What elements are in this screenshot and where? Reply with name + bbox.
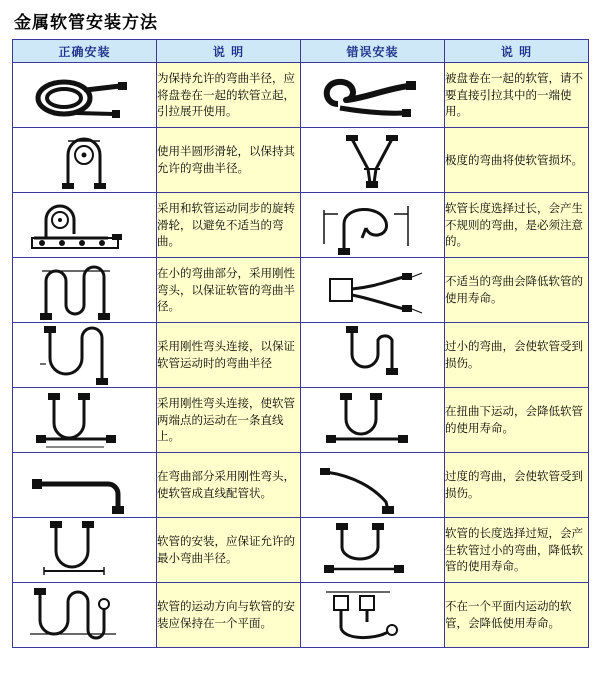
correct-note-cell: 在弯曲部分采用刚性弯头，使软管成直线配管状。 (157, 453, 301, 518)
correct-note-cell: 采用和软管运动同步的旋转滑轮，以避免不适当的弯曲。 (157, 193, 301, 258)
correct-note-cell: 软管的安装，应保证允许的最小弯曲半径。 (157, 518, 301, 583)
wrong-figure-cell (301, 583, 445, 648)
wrong-note-cell: 在扭曲下运动，会降低软管的使用寿命。 (445, 388, 589, 453)
table-row (13, 128, 589, 193)
table-header-row (13, 40, 589, 63)
correct-figure-cell (13, 63, 157, 128)
correct-note-cell: 为保持允许的弯曲半径，应将盘卷在一起的软管立起，引拉展开使用。 (157, 63, 301, 128)
correct-note-cell: 软管的运动方向与软管的安装应保持在一个平面。 (157, 583, 301, 648)
correct-note-cell: 采用刚性弯头连接，以保证软管运动时的弯曲半径 (157, 323, 301, 388)
excessive-bend-figure (304, 454, 442, 516)
rigid-elbow-connection-figure (16, 324, 154, 386)
wrong-figure-cell (301, 128, 445, 193)
table-row (13, 323, 589, 388)
correct-figure-cell (13, 388, 157, 453)
coiled-hose-pulled-figure (304, 64, 442, 126)
too-long-hose-figure (304, 519, 442, 581)
wrong-note-cell: 软管长度选择过长，会产生不规则的弯曲，是必须注意的。 (445, 193, 589, 258)
rigid-elbow-straight-pipe-figure (16, 454, 154, 516)
correct-figure-cell (13, 453, 157, 518)
minimum-bend-radius-u-figure (16, 519, 154, 581)
wrong-note-cell: 不在一个平面内运动的软管，会降低使用寿命。 (445, 583, 589, 648)
table-row (13, 518, 589, 583)
correct-figure-cell (13, 193, 157, 258)
table-row (13, 388, 589, 453)
wrong-note-cell: 不适当的弯曲会降低软管的使用寿命。 (445, 258, 589, 323)
hose-installation-table (12, 39, 589, 648)
header-wrong-note: 说 明 (445, 40, 589, 63)
wrong-note-cell: 被盘卷在一起的软管，请不要直接引拉其中的一端使用。 (445, 63, 589, 128)
wrong-figure-cell (301, 323, 445, 388)
table-row (13, 63, 589, 128)
wrong-note-cell: 过度的弯曲，会使软管受到损伤。 (445, 453, 589, 518)
over-long-hose-loop-figure (304, 194, 442, 256)
out-of-plane-motion-figure (304, 584, 442, 646)
wrong-note-cell: 软管的长度选择过短，会产生软管过小的弯曲，降低软管的使用寿命。 (445, 518, 589, 583)
correct-figure-cell (13, 258, 157, 323)
torsion-motion-figure (304, 389, 442, 451)
header-correct-note: 说 明 (157, 40, 301, 63)
wrong-figure-cell (301, 63, 445, 128)
improper-bend-figure (304, 259, 442, 321)
correct-figure-cell (13, 583, 157, 648)
wrong-note-cell: 过小的弯曲，会使软管受到损伤。 (445, 323, 589, 388)
correct-figure-cell (13, 128, 157, 193)
correct-note-cell: 在小的弯曲部分，采用刚性弯头，以保证软管的弯曲半径。 (157, 258, 301, 323)
wrong-figure-cell (301, 258, 445, 323)
header-correct-install: 正确安装 (13, 40, 157, 63)
semicircular-sheave-figure (16, 129, 154, 191)
wrong-figure-cell (301, 518, 445, 583)
correct-note-cell: 使用半圆形滑轮，以保持其允许的弯曲半径。 (157, 128, 301, 193)
table-row (13, 193, 589, 258)
too-small-bend-figure (304, 324, 442, 386)
rigid-elbow-small-bend-figure (16, 259, 154, 321)
wrong-note-cell: 极度的弯曲将使软管损坏。 (445, 128, 589, 193)
table-row (13, 453, 589, 518)
table-row (13, 258, 589, 323)
synchronized-rotating-sheave-figure (16, 194, 154, 256)
wrong-figure-cell (301, 453, 445, 518)
page-title: 金属软管安装方法 (14, 13, 158, 33)
straight-line-ends-figure (16, 389, 154, 451)
wrong-figure-cell (301, 193, 445, 258)
wrong-figure-cell (301, 388, 445, 453)
header-wrong-install: 错误安装 (301, 40, 445, 63)
sharp-bend-kink-figure (304, 129, 442, 191)
correct-figure-cell (13, 323, 157, 388)
correct-figure-cell (13, 518, 157, 583)
coiled-hose-upright-figure (16, 64, 154, 126)
correct-note-cell: 采用刚性弯头连接，使软管两端点的运动在一条直线上。 (157, 388, 301, 453)
table-row (13, 583, 589, 648)
same-plane-motion-figure (16, 584, 154, 646)
